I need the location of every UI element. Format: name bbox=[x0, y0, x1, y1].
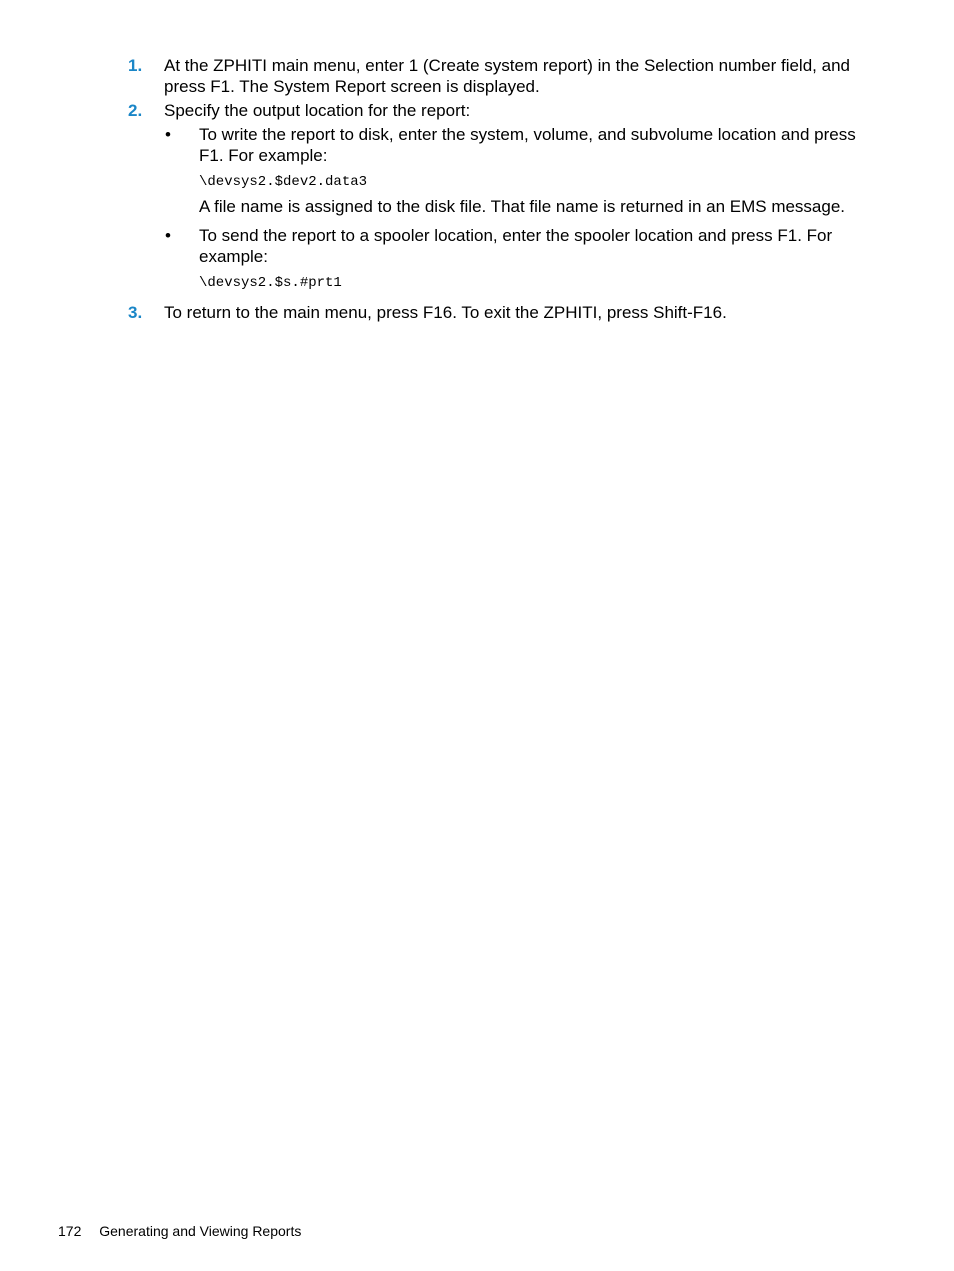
page-number: 172 bbox=[58, 1223, 82, 1239]
bullet-marker: • bbox=[165, 226, 171, 245]
step-text: To return to the main menu, press F16. To exit the ZPHITI, press Shift-F16. bbox=[164, 303, 727, 322]
footer-section-title: Generating and Viewing Reports bbox=[99, 1223, 302, 1239]
step-number: 2. bbox=[128, 101, 143, 120]
page-footer bbox=[58, 1222, 301, 1240]
code-example-disk: \devsys2.$dev2.data3 bbox=[199, 174, 368, 190]
step-text: At the ZPHITI main menu, enter 1 (Create system report) in the Selection number field, and press F1. The System Report screen is displayed. bbox=[164, 56, 850, 96]
bullet-text: To write the report to disk, enter the system, volume, and subvolume location and press F1. For example: bbox=[199, 125, 856, 165]
step-number: 3. bbox=[128, 303, 143, 322]
step-text: Specify the output location for the report: bbox=[164, 101, 471, 120]
bullet-marker: • bbox=[165, 125, 171, 144]
bullet-text: To send the report to a spooler location, enter the spooler location and press F1. For example: bbox=[199, 226, 833, 266]
step-number: 1. bbox=[128, 56, 143, 75]
note-paragraph: A file name is assigned to the disk file. That file name is returned in an EMS message. bbox=[199, 197, 846, 216]
code-example-spooler: \devsys2.$s.#prt1 bbox=[199, 275, 342, 291]
